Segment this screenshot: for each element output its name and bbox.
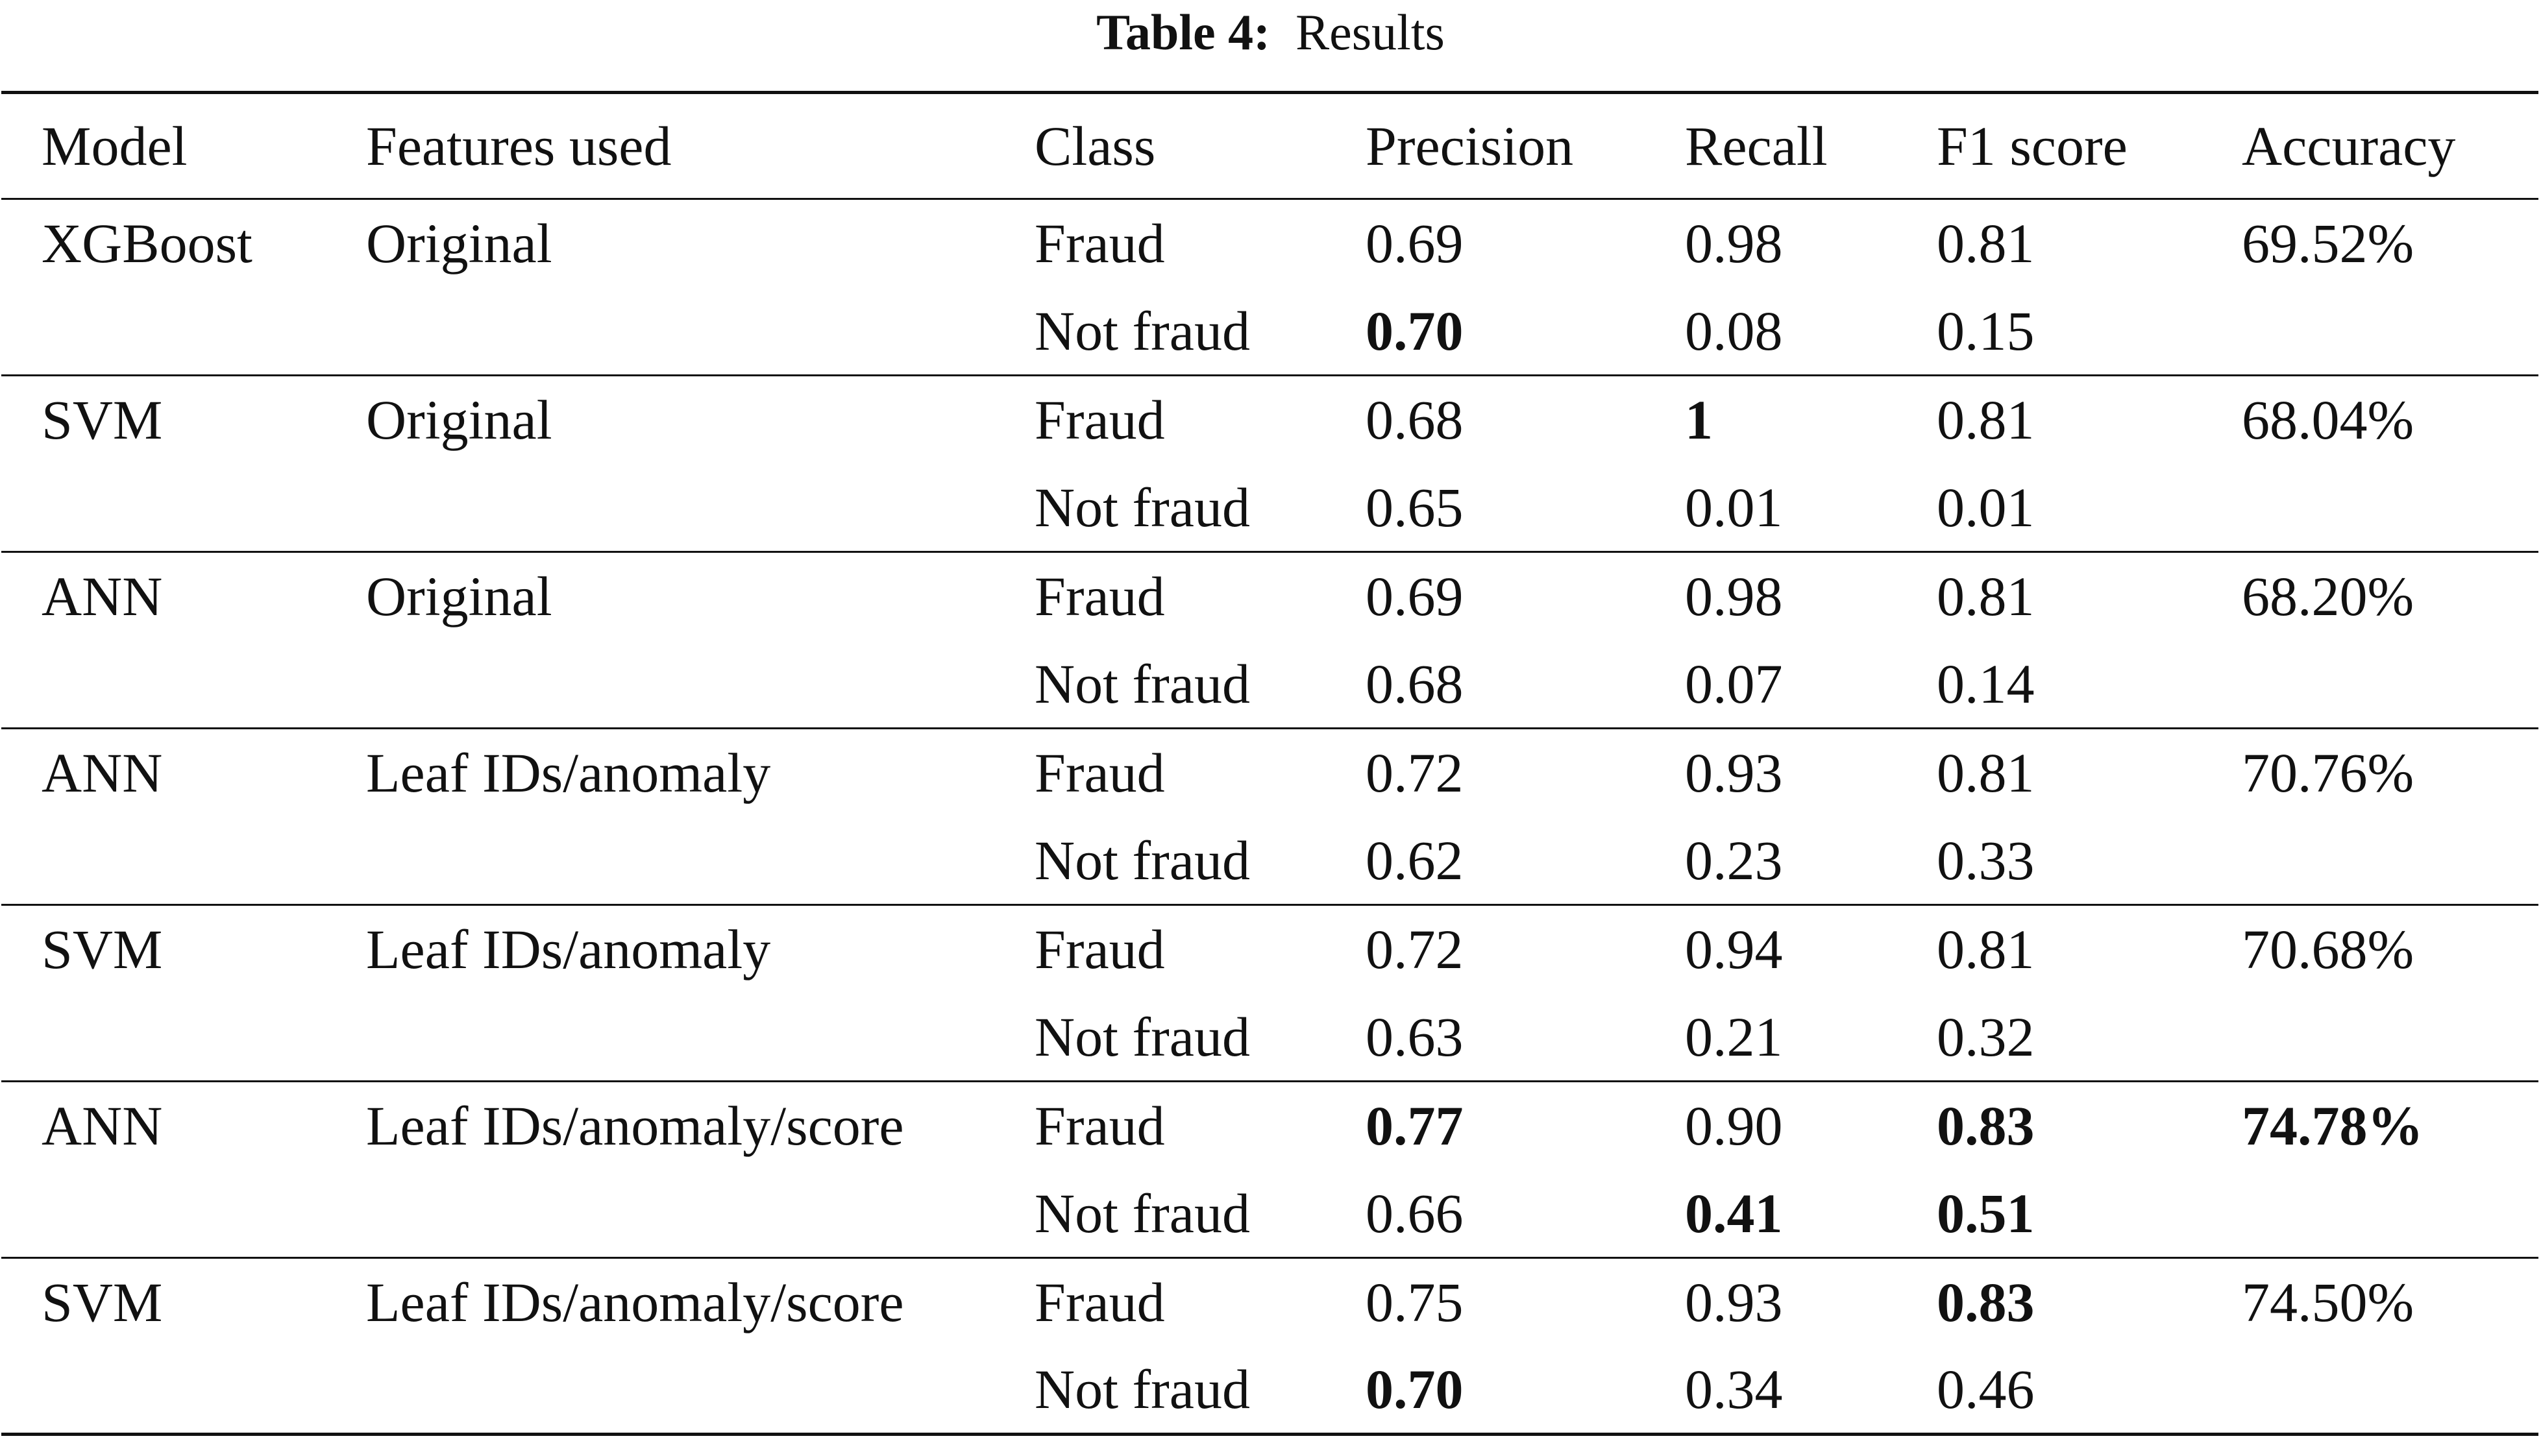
table-header-row <box>1 93 2538 199</box>
cell-features: Leaf IDs/anomaly/score <box>366 1271 904 1334</box>
cell-f1: 0.01 <box>1937 476 2035 539</box>
table-caption <box>0 0 2541 65</box>
cell-features: Leaf IDs/anomaly/score <box>366 1095 904 1158</box>
table-row <box>1 993 2538 1082</box>
cell-features: Original <box>366 389 552 452</box>
cell-precision: 0.69 <box>1366 565 1464 628</box>
cell-features: Leaf IDs/anomaly <box>366 742 771 805</box>
column-header-features: Features used <box>366 115 672 177</box>
cell-precision: 0.65 <box>1366 476 1464 539</box>
cell-recall: 0.07 <box>1685 652 1783 715</box>
cell-f1: 0.83 <box>1937 1095 2035 1158</box>
cell-model <box>1 464 326 552</box>
cell-recall: 1 <box>1685 389 1713 452</box>
column-header-model: Model <box>42 115 188 177</box>
cell-features <box>326 1346 994 1435</box>
table-row <box>1 905 2538 993</box>
table-row <box>1 1082 2538 1170</box>
table-row <box>1 729 2538 817</box>
table-row <box>1 464 2538 552</box>
cell-model <box>1 817 326 905</box>
column-header-accuracy: Accuracy <box>2242 115 2456 177</box>
cell-features <box>326 993 994 1082</box>
cell-accuracy <box>2202 993 2538 1082</box>
cell-accuracy: 74.78% <box>2242 1095 2424 1158</box>
cell-recall: 0.93 <box>1685 1271 1783 1334</box>
results-table <box>1 91 2538 1436</box>
cell-class: Fraud <box>1035 1095 1165 1158</box>
cell-f1: 0.83 <box>1937 1271 2035 1334</box>
cell-precision: 0.72 <box>1366 742 1464 805</box>
cell-precision: 0.70 <box>1366 1358 1464 1421</box>
cell-accuracy: 68.20% <box>2242 565 2414 628</box>
cell-recall: 0.23 <box>1685 829 1783 892</box>
cell-f1: 0.32 <box>1937 1005 2035 1068</box>
table-row <box>1 552 2538 640</box>
cell-precision: 0.63 <box>1366 1005 1464 1068</box>
table-body <box>1 199 2538 1435</box>
cell-f1: 0.14 <box>1937 652 2035 715</box>
cell-f1: 0.46 <box>1937 1358 2035 1421</box>
table-row <box>1 199 2538 287</box>
cell-accuracy: 69.52% <box>2242 212 2414 275</box>
cell-features: Leaf IDs/anomaly <box>366 918 771 981</box>
column-header-recall: Recall <box>1685 115 1828 177</box>
cell-accuracy: 70.76% <box>2242 742 2414 805</box>
column-header-class: Class <box>1035 115 1156 177</box>
table-row <box>1 640 2538 729</box>
cell-f1: 0.81 <box>1937 389 2035 452</box>
cell-accuracy <box>2202 1346 2538 1435</box>
cell-model <box>1 993 326 1082</box>
cell-precision: 0.66 <box>1366 1182 1464 1244</box>
cell-accuracy <box>2202 464 2538 552</box>
cell-features <box>326 640 994 729</box>
cell-accuracy: 74.50% <box>2242 1271 2414 1334</box>
cell-accuracy <box>2202 640 2538 729</box>
table-row <box>1 817 2538 905</box>
cell-class: Not fraud <box>1035 299 1250 362</box>
cell-precision: 0.72 <box>1366 918 1464 981</box>
cell-class: Not fraud <box>1035 1358 1250 1421</box>
cell-model <box>1 287 326 376</box>
cell-features <box>326 287 994 376</box>
cell-model <box>1 640 326 729</box>
cell-class: Fraud <box>1035 918 1165 981</box>
cell-recall: 0.34 <box>1685 1358 1783 1421</box>
table-row <box>1 287 2538 376</box>
cell-class: Not fraud <box>1035 829 1250 892</box>
cell-f1: 0.51 <box>1937 1182 2035 1244</box>
cell-features: Original <box>366 212 552 275</box>
cell-recall: 0.93 <box>1685 742 1783 805</box>
cell-precision: 0.77 <box>1366 1095 1464 1158</box>
cell-recall: 0.94 <box>1685 918 1783 981</box>
cell-precision: 0.68 <box>1366 652 1464 715</box>
cell-recall: 0.98 <box>1685 565 1783 628</box>
table-caption-title: Results <box>1295 4 1445 60</box>
cell-recall: 0.90 <box>1685 1095 1783 1158</box>
cell-accuracy <box>2202 287 2538 376</box>
cell-model <box>1 1346 326 1435</box>
cell-precision: 0.62 <box>1366 829 1464 892</box>
cell-recall: 0.21 <box>1685 1005 1783 1068</box>
cell-model <box>1 1170 326 1258</box>
cell-model: ANN <box>42 1095 163 1158</box>
cell-precision: 0.75 <box>1366 1271 1464 1334</box>
cell-features <box>326 464 994 552</box>
cell-model: SVM <box>42 389 163 452</box>
cell-recall: 0.01 <box>1685 476 1783 539</box>
cell-model: SVM <box>42 918 163 981</box>
cell-model: ANN <box>42 565 163 628</box>
table-row <box>1 376 2538 464</box>
cell-recall: 0.98 <box>1685 212 1783 275</box>
cell-class: Fraud <box>1035 389 1165 452</box>
table-row <box>1 1258 2538 1346</box>
column-header-f1: F1 score <box>1937 115 2128 177</box>
cell-accuracy <box>2202 817 2538 905</box>
table-caption-label: Table 4: <box>1096 4 1271 60</box>
cell-model: ANN <box>42 742 163 805</box>
column-header-precision: Precision <box>1366 115 1574 177</box>
cell-f1: 0.33 <box>1937 829 2035 892</box>
cell-class: Not fraud <box>1035 1005 1250 1068</box>
cell-model: SVM <box>42 1271 163 1334</box>
cell-f1: 0.15 <box>1937 299 2035 362</box>
cell-accuracy: 68.04% <box>2242 389 2414 452</box>
cell-precision: 0.69 <box>1366 212 1464 275</box>
cell-features <box>326 817 994 905</box>
cell-features: Original <box>366 565 552 628</box>
cell-f1: 0.81 <box>1937 565 2035 628</box>
cell-class: Not fraud <box>1035 1182 1250 1244</box>
cell-class: Fraud <box>1035 742 1165 805</box>
cell-features <box>326 1170 994 1258</box>
cell-class: Not fraud <box>1035 652 1250 715</box>
cell-recall: 0.41 <box>1685 1182 1783 1244</box>
cell-class: Not fraud <box>1035 476 1250 539</box>
cell-f1: 0.81 <box>1937 918 2035 981</box>
cell-class: Fraud <box>1035 212 1165 275</box>
cell-class: Fraud <box>1035 1271 1165 1334</box>
table-row <box>1 1170 2538 1258</box>
cell-recall: 0.08 <box>1685 299 1783 362</box>
cell-precision: 0.68 <box>1366 389 1464 452</box>
cell-class: Fraud <box>1035 565 1165 628</box>
cell-f1: 0.81 <box>1937 212 2035 275</box>
table-row <box>1 1346 2538 1435</box>
cell-f1: 0.81 <box>1937 742 2035 805</box>
cell-model: XGBoost <box>42 212 252 275</box>
cell-precision: 0.70 <box>1366 299 1464 362</box>
cell-accuracy: 70.68% <box>2242 918 2414 981</box>
cell-accuracy <box>2202 1170 2538 1258</box>
